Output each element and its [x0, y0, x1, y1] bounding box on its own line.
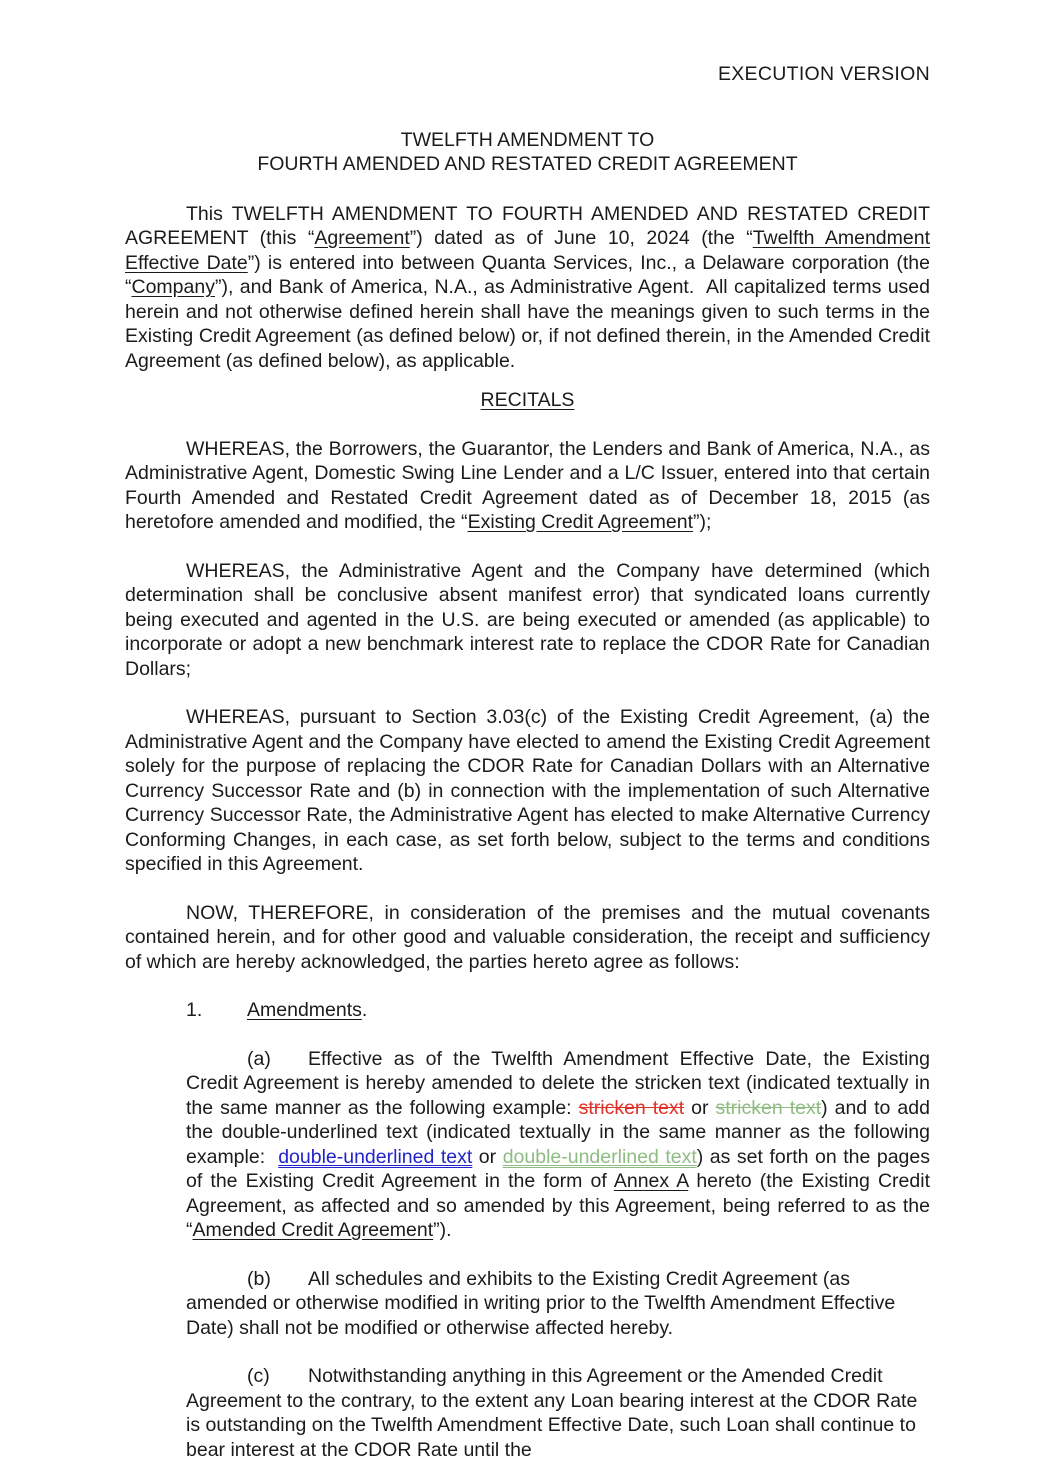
- text-run: NOW, THEREFORE, in consideration of the premises and the mutual covenants contained herein, and for other good and valuable consideration, the receipt and sufficiency of which are hereby acknowledged, the parties hereto agree as follows:: [125, 901, 930, 973]
- strike-green-text: stricken text: [715, 1096, 822, 1119]
- document-title-line-1: TWELFTH AMENDMENT TO: [400, 128, 655, 151]
- text-run: hereto (the Existing Credit Agreement, as affected and so amended by this Agreement, being referred to as the “: [186, 1170, 930, 1241]
- recital-paragraph-2: [125, 559, 930, 682]
- recital-paragraph-1: [125, 437, 930, 535]
- text-run: ”) dated as of June 10, 2024 (the “: [409, 227, 753, 249]
- text-run: ) as set forth on the pages of the Existing Credit Agreement in the form of: [186, 1145, 930, 1192]
- u-text: Twelfth Amendment Effective Date: [125, 227, 930, 274]
- text-run: ”) is entered into between Quanta Services, Inc., a Delaware corporation (the “: [125, 251, 931, 298]
- text-run: All schedules and exhibits to the Existing Credit Agreement (as amended or otherwise modified in writing prior to the Twelfth Amendment Effective Date) shall not be modified or otherwise affected hereby.: [186, 1267, 896, 1339]
- section-number: 1.: [186, 999, 203, 1021]
- u-text: Amended Credit Agreement: [192, 1219, 434, 1241]
- text-run: WHEREAS, pursuant to Section 3.03(c) of the Existing Credit Agreement, (a) the Administrative Agent and the Company have elected to amend the Existing Credit Agreement solely for the purpose of replacing the CDOR Rate for Canadian Dollars with an Alternative Currency Successor Rate and (b) in connection with the implementation of such Alternative Currency Successor Rate, the Administrative Agent has elected to make Alternative Currency Conforming Changes, in each case, as set forth below, subject to the terms and conditions specified in this Agreement.: [125, 706, 930, 875]
- u-text: Annex A: [613, 1170, 689, 1192]
- intro-paragraph: [125, 202, 930, 374]
- clause-a-paragraph: [186, 1047, 930, 1243]
- u-text: Agreement: [314, 227, 410, 249]
- clause-label-a: (a): [247, 1047, 271, 1070]
- u-text: Company: [131, 276, 215, 298]
- clause-label-b: (b): [247, 1267, 271, 1290]
- text-run: WHEREAS, the Borrowers, the Guarantor, the Lenders and Bank of America, N.A., as Administrative Agent, Domestic Swing Line Lender and a L/C Issuer, entered into that certain Fourth Amended and Restated Credit Agreement dated as of December 18, 2015 (as heretofore amended and modified, the “: [125, 437, 930, 533]
- section-label: Amendments: [247, 999, 362, 1021]
- execution-version-label: EXECUTION VERSION: [717, 63, 930, 85]
- clause-label-c: (c): [247, 1365, 270, 1387]
- text-run: Notwithstanding anything in this Agreement or the Amended Credit Agreement to the contrary, to the extent any Loan bearing interest at the CDOR Rate is outstanding on the Twelfth Amendment Effective Date, such Loan shall continue to bear interest at the CDOR Rate until the: [186, 1365, 918, 1461]
- recitals-heading-text: RECITALS: [480, 389, 575, 411]
- clause-b-paragraph: [186, 1267, 930, 1341]
- text-run: Effective as of the Twelfth Amendment Effective Date, the Existing Credit Agreement is hereby amended to delete the stricken text (indicated textually in the same manner as the following example:: [186, 1047, 930, 1119]
- dunder-blue-text: double-underlined text: [278, 1145, 473, 1168]
- clause-c-paragraph: [186, 1364, 930, 1462]
- recital-paragraph-3: [125, 705, 930, 877]
- text-run: or: [684, 1096, 716, 1119]
- dunder-green-text: double-underlined text: [502, 1145, 697, 1168]
- document-title-line-2: FOURTH AMENDED AND RESTATED CREDIT AGREEMENT: [257, 153, 798, 175]
- text-run: ) and to add the double-underlined text (indicated textually in the same manner as the following example:: [186, 1096, 930, 1168]
- recitals-heading: [125, 388, 930, 413]
- text-run: ”);: [693, 511, 712, 533]
- section-1-amendments: [125, 998, 930, 1023]
- section-label-suffix: .: [361, 999, 368, 1021]
- text-run: WHEREAS, the Administrative Agent and the Company have determined (which determination shall be conclusive absent manifest error) that syndicated loans currently being executed and agented in the U.S. are being executed or amended (as applicable) to incorporate or adopt a new benchmark interest rate to replace the CDOR Rate for Canadian Dollars;: [125, 559, 930, 680]
- strike-red-text: stricken text: [578, 1096, 685, 1119]
- text-run: or: [472, 1145, 503, 1168]
- document-title: [125, 128, 930, 177]
- clause-a-body: [186, 1048, 930, 1242]
- text-run: This TWELFTH AMENDMENT TO FOURTH AMENDED AND RESTATED CREDIT AGREEMENT (this “: [125, 202, 930, 249]
- now-therefore-paragraph: [125, 901, 930, 975]
- text-run: ”), and Bank of America, N.A., as Administrative Agent. All capitalized terms used herein and not otherwise defined herein shall have the meanings given to such terms in the Existing Credit Agreement (as defined below) or, if not defined therein, in the Amended Credit Agreement (as defined below), as applicable.: [125, 276, 930, 372]
- text-run: ”).: [433, 1219, 452, 1241]
- u-text: Existing Credit Agreement: [467, 511, 694, 533]
